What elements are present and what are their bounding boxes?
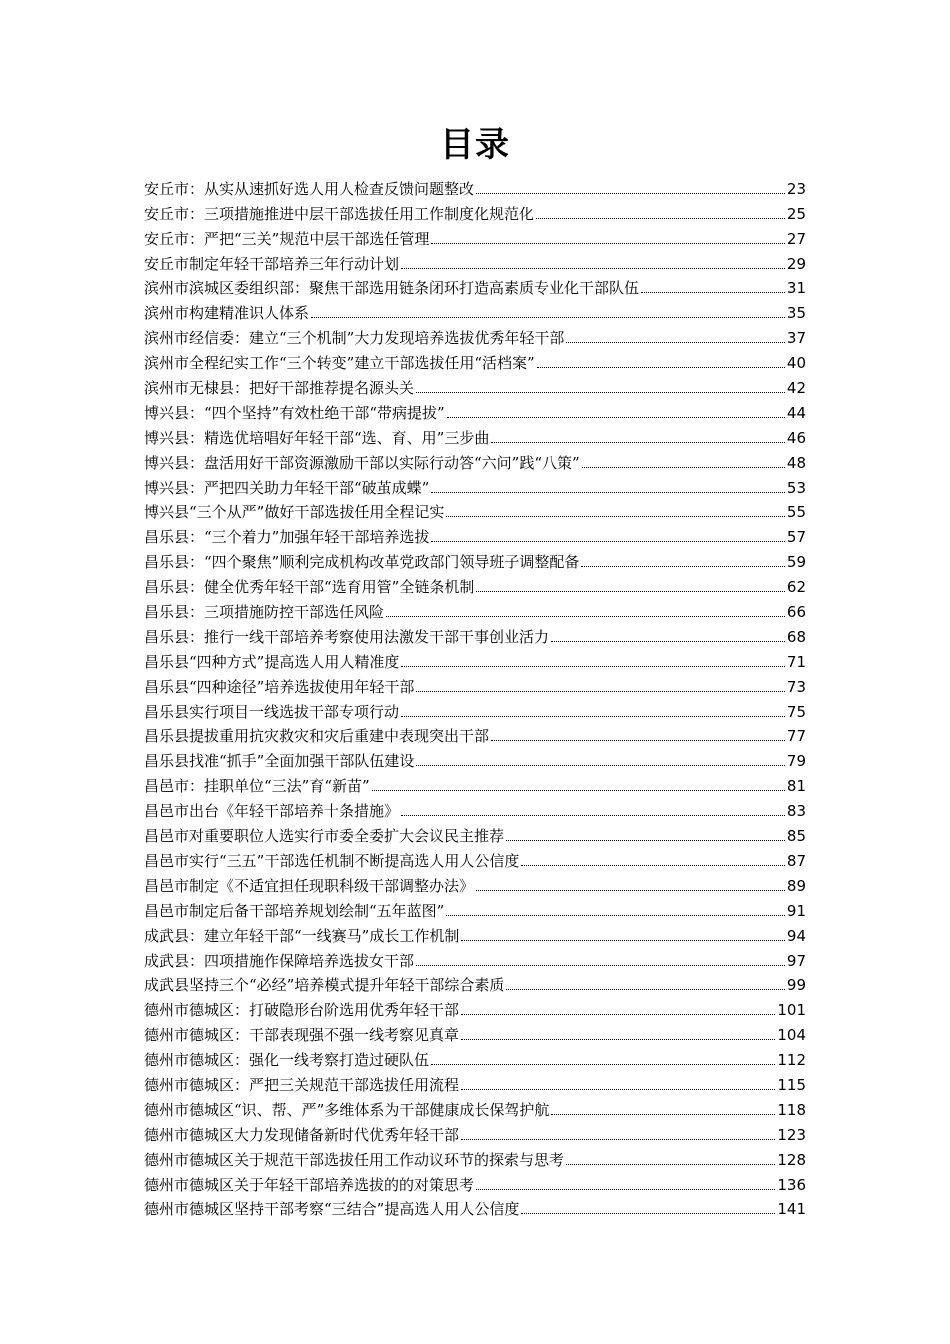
toc-dot-leader	[416, 392, 785, 393]
toc-entry-title: 安丘市：三项措施推进中层干部选拔任用工作制度化规范化	[144, 204, 535, 223]
toc-entry[interactable]	[144, 1045, 806, 1070]
toc-entry[interactable]	[144, 274, 806, 299]
toc-entry[interactable]	[144, 373, 806, 398]
toc-entry-title: 博兴县：严把四关助力年轻干部“破茧成蝶”	[144, 478, 430, 497]
toc-entry-title: 德州市德城区：强化一线考察打造过硬队伍	[144, 1051, 430, 1070]
toc-entry[interactable]	[144, 1020, 806, 1045]
toc-entry[interactable]	[144, 1070, 806, 1095]
toc-page-number: 25	[786, 204, 806, 223]
toc-entry-title: 昌邑市对重要职位人选实行市委全委扩大会议民主推荐	[144, 827, 505, 846]
toc-entry-title: 安丘市：严把“三关”规范中层干部选任管理	[144, 229, 430, 248]
toc-entry[interactable]	[144, 746, 806, 771]
toc-entry-title: 安丘市：从实从速抓好选人用人检查反馈问题整改	[144, 179, 475, 198]
toc-entry-title: 滨州市全程纪实工作“三个转变”建立干部选拔任用“活档案”	[144, 354, 535, 373]
toc-entry-title: 成武县：建立年轻干部“一线赛马”成长工作机制	[144, 926, 460, 945]
toc-entry[interactable]	[144, 1195, 806, 1220]
toc-dot-leader	[581, 566, 785, 567]
toc-entry[interactable]	[144, 298, 806, 323]
toc-entry[interactable]	[144, 199, 806, 224]
toc-entry[interactable]	[144, 224, 806, 249]
toc-dot-leader	[416, 965, 785, 966]
toc-entry-title: 昌乐县找准“抓手”全面加强干部队伍建设	[144, 752, 415, 771]
toc-entry[interactable]	[144, 796, 806, 821]
toc-page-number: 66	[786, 603, 806, 622]
toc-dot-leader	[566, 1164, 775, 1165]
toc-entry-title: 博兴县：“四个坚持”有效杜绝干部“带病提拔”	[144, 403, 445, 422]
toc-entry[interactable]	[144, 921, 806, 946]
toc-dot-leader	[461, 1089, 775, 1090]
toc-entry-title: 昌乐县提拔重用抗灾救灾和灾后重建中表现突出干部	[144, 727, 490, 746]
toc-entry[interactable]	[144, 771, 806, 796]
toc-dot-leader	[311, 317, 785, 318]
toc-entry[interactable]	[144, 398, 806, 423]
toc-dot-leader	[476, 1189, 775, 1190]
toc-entry[interactable]	[144, 697, 806, 722]
toc-page-number: 115	[777, 1075, 806, 1094]
toc-dot-leader	[491, 740, 785, 741]
toc-page-number: 57	[786, 528, 806, 547]
page-title: 目录	[440, 125, 510, 165]
toc-entry[interactable]	[144, 597, 806, 622]
toc-entry[interactable]	[144, 348, 806, 373]
toc-entry[interactable]	[144, 896, 806, 921]
toc-entry[interactable]	[144, 1170, 806, 1195]
toc-page-number: 101	[777, 1001, 806, 1020]
toc-entry-title: 博兴县：盘活用好干部资源激励干部以实际行动答“六问”践“八策”	[144, 453, 580, 472]
toc-page-number: 46	[786, 428, 806, 447]
toc-dot-leader	[431, 492, 785, 493]
toc-page-number: 81	[786, 777, 806, 796]
toc-page-number: 77	[786, 727, 806, 746]
toc-entry-title: 昌乐县“四种方式”提高选人用人精准度	[144, 652, 400, 671]
toc-page-number: 112	[777, 1051, 806, 1070]
toc-page-number: 91	[786, 901, 806, 920]
toc-dot-leader	[582, 467, 785, 468]
toc-entry-title: 成武县坚持三个“必经”培养模式提升年轻干部综合素质	[144, 976, 505, 995]
toc-entry[interactable]	[144, 572, 806, 597]
toc-entry[interactable]	[144, 1145, 806, 1170]
toc-page-number: 123	[777, 1125, 806, 1144]
toc-dot-leader	[401, 815, 785, 816]
toc-page-number: 23	[786, 179, 806, 198]
toc-page-number: 40	[786, 354, 806, 373]
toc-page-number: 128	[777, 1150, 806, 1169]
toc-entry-title: 昌乐县：“四个聚焦”顺利完成机构改革党政部门领导班子调整配备	[144, 553, 580, 572]
toc-entry[interactable]	[144, 846, 806, 871]
table-of-contents	[144, 174, 806, 1219]
toc-entry[interactable]	[144, 871, 806, 896]
toc-dot-leader	[506, 989, 785, 990]
toc-entry[interactable]	[144, 622, 806, 647]
toc-dot-leader	[386, 616, 785, 617]
toc-entry[interactable]	[144, 1095, 806, 1120]
toc-entry-title: 昌乐县“四种途径”培养选拔使用年轻干部	[144, 677, 415, 696]
toc-page-number: 75	[786, 702, 806, 721]
toc-entry-title: 德州市德城区：干部表现强不强一线考察见真章	[144, 1026, 460, 1045]
toc-dot-leader	[401, 716, 785, 717]
toc-entry[interactable]	[144, 249, 806, 274]
toc-entry-title: 安丘市制定年轻干部培养三年行动计划	[144, 254, 400, 273]
toc-page-number: 53	[786, 478, 806, 497]
toc-page-number: 68	[786, 627, 806, 646]
toc-dot-leader	[536, 218, 785, 219]
toc-entry-title: 德州市德城区坚持干部考察“三结合”提高选人用人公信度	[144, 1200, 520, 1219]
toc-entry-title: 昌乐县：“三个着力”加强年轻干部培养选拔	[144, 528, 430, 547]
toc-entry-title: 德州市德城区关于年轻干部培养选拔的的对策思考	[144, 1175, 475, 1194]
toc-entry-title: 昌乐县：推行一线干部培养考察使用法激发干部干事创业活力	[144, 627, 550, 646]
toc-entry[interactable]	[144, 423, 806, 448]
toc-dot-leader	[461, 1014, 775, 1015]
toc-entry[interactable]	[144, 995, 806, 1020]
toc-dot-leader	[416, 765, 785, 766]
toc-entry[interactable]	[144, 821, 806, 846]
toc-entry-title: 昌邑市实行“三五”干部选任机制不断提高选人用人公信度	[144, 851, 520, 870]
toc-page-number: 118	[777, 1100, 806, 1119]
toc-dot-leader	[537, 367, 785, 368]
toc-page-number: 87	[786, 851, 806, 870]
toc-entry-title: 昌邑市制定《不适宜担任现职科级干部调整办法》	[144, 876, 475, 895]
toc-page-number: 136	[777, 1175, 806, 1194]
toc-dot-leader	[461, 940, 785, 941]
toc-entry-title: 昌乐县实行项目一线选拔干部专项行动	[144, 702, 400, 721]
toc-page-number: 29	[786, 254, 806, 273]
toc-page-number: 27	[786, 229, 806, 248]
toc-page-number: 31	[786, 279, 806, 298]
toc-dot-leader	[476, 193, 785, 194]
toc-dot-leader	[446, 915, 785, 916]
toc-dot-leader	[461, 1039, 775, 1040]
toc-entry-title: 滨州市经信委：建立“三个机制”大力发现培养选拔优秀年轻干部	[144, 329, 565, 348]
toc-page-number: 94	[786, 926, 806, 945]
toc-entry-title: 德州市德城区“识、帮、严”多维体系为干部健康成长保驾护航	[144, 1100, 550, 1119]
toc-dot-leader	[401, 268, 785, 269]
toc-entry-title: 成武县：四项措施作保障培养选拔女干部	[144, 951, 415, 970]
toc-entry[interactable]	[144, 174, 806, 199]
toc-entry-title: 博兴县：精选优培唱好年轻干部“选、育、用”三步曲	[144, 428, 490, 447]
toc-page-number: 55	[786, 503, 806, 522]
toc-entry[interactable]	[144, 946, 806, 971]
toc-dot-leader	[551, 641, 785, 642]
toc-entry-title: 滨州市无棣县：把好干部推荐提名源头关	[144, 379, 415, 398]
toc-entry[interactable]	[144, 473, 806, 498]
toc-dot-leader	[461, 1139, 775, 1140]
toc-entry[interactable]	[144, 722, 806, 747]
toc-entry[interactable]	[144, 522, 806, 547]
toc-dot-leader	[447, 417, 785, 418]
toc-dot-leader	[491, 442, 785, 443]
toc-dot-leader	[431, 541, 785, 542]
toc-page-number: 79	[786, 752, 806, 771]
toc-dot-leader	[431, 1064, 775, 1065]
toc-dot-leader	[521, 865, 785, 866]
toc-page-number: 83	[786, 802, 806, 821]
toc-entry-title: 滨州市滨城区委组织部：聚焦干部选用链条闭环打造高素质专业化干部队伍	[144, 279, 640, 298]
toc-page-number: 85	[786, 827, 806, 846]
toc-dot-leader	[566, 342, 785, 343]
toc-page-number: 48	[786, 453, 806, 472]
toc-entry-title: 德州市德城区大力发现储备新时代优秀年轻干部	[144, 1125, 460, 1144]
toc-page-number: 44	[786, 403, 806, 422]
toc-page-number: 59	[786, 553, 806, 572]
toc-page-number: 37	[786, 329, 806, 348]
toc-dot-leader	[476, 591, 785, 592]
toc-page-number: 35	[786, 304, 806, 323]
toc-entry[interactable]	[144, 971, 806, 996]
toc-entry-title: 博兴县“三个从严”做好干部选拔任用全程记实	[144, 503, 445, 522]
toc-entry-title: 昌邑市：挂职单位“三法”育“新苗”	[144, 777, 370, 796]
toc-page-number: 42	[786, 379, 806, 398]
toc-entry[interactable]	[144, 647, 806, 672]
toc-page-number: 62	[786, 578, 806, 597]
toc-entry[interactable]	[144, 448, 806, 473]
toc-page-number: 99	[786, 976, 806, 995]
toc-dot-leader	[641, 292, 785, 293]
toc-entry-title: 昌乐县：三项措施防控干部选任风险	[144, 603, 385, 622]
toc-entry[interactable]	[144, 323, 806, 348]
toc-entry[interactable]	[144, 1120, 806, 1145]
toc-entry-title: 滨州市构建精准识人体系	[144, 304, 310, 323]
toc-page-number: 97	[786, 951, 806, 970]
toc-entry-title: 德州市德城区：严把三关规范干部选拔任用流程	[144, 1075, 460, 1094]
toc-entry[interactable]	[144, 498, 806, 523]
toc-entry-title: 昌邑市制定后备干部培养规划绘制“五年蓝图”	[144, 901, 445, 920]
toc-dot-leader	[446, 516, 785, 517]
toc-dot-leader	[401, 666, 785, 667]
toc-entry[interactable]	[144, 672, 806, 697]
toc-page-number: 73	[786, 677, 806, 696]
toc-dot-leader	[372, 790, 785, 791]
toc-entry-title: 德州市德城区关于规范干部选拔任用工作动议环节的探索与思考	[144, 1150, 565, 1169]
toc-dot-leader	[476, 890, 785, 891]
toc-dot-leader	[521, 1213, 775, 1214]
toc-entry[interactable]	[144, 547, 806, 572]
toc-page-number: 89	[786, 876, 806, 895]
toc-page-number: 141	[777, 1200, 806, 1219]
toc-dot-leader	[431, 243, 785, 244]
toc-dot-leader	[551, 1114, 775, 1115]
toc-entry-title: 昌邑市出台《年轻干部培养十条措施》	[144, 802, 400, 821]
toc-page-number: 71	[786, 652, 806, 671]
toc-entry-title: 德州市德城区：打破隐形台阶选用优秀年轻干部	[144, 1001, 460, 1020]
toc-entry-title: 昌乐县：健全优秀年轻干部“选育用管”全链条机制	[144, 578, 475, 597]
toc-dot-leader	[416, 691, 785, 692]
toc-dot-leader	[506, 840, 785, 841]
toc-page-number: 104	[777, 1026, 806, 1045]
